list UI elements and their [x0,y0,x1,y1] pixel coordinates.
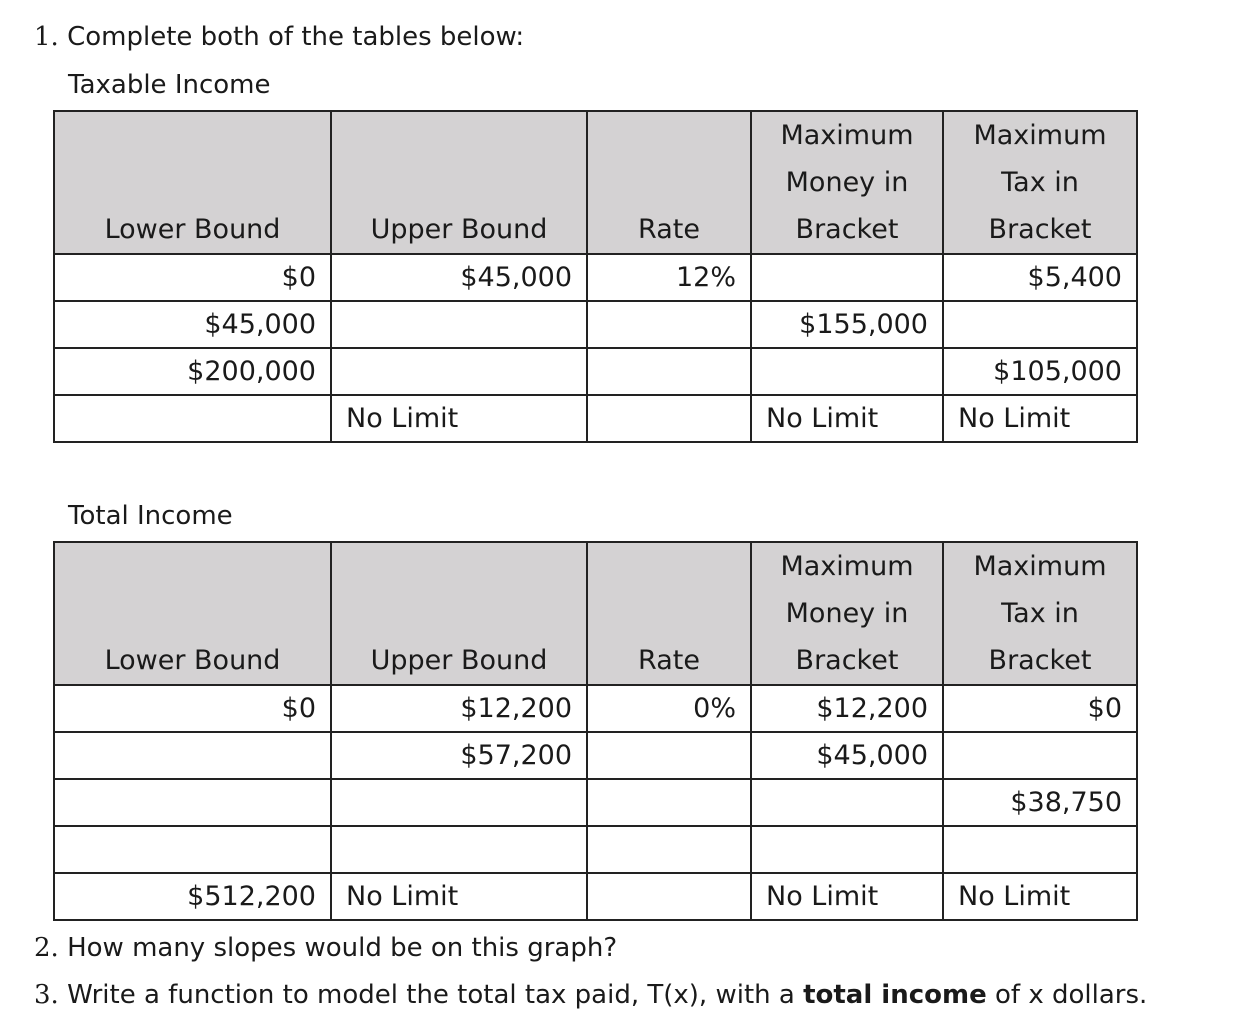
cell-lower-bound[interactable] [54,779,331,826]
cell-rate[interactable] [587,395,751,442]
header-max-money [751,111,943,254]
cell-upper-bound: $57,200 [331,732,587,779]
header-line: Bracket [795,214,899,245]
header-upper-bound [331,111,587,254]
cell-rate[interactable] [587,873,751,920]
cell-lower-bound: $200,000 [54,348,331,395]
header-line: Maximum [973,551,1107,582]
table1-title: Taxable Income [68,70,271,100]
cell-lower-bound[interactable] [54,732,331,779]
question-3-text: Write a function to model the total tax paid, T(x), with a [67,980,795,1010]
header-line: Money in [785,167,909,198]
cell-max-tax: $5,400 [943,254,1137,301]
header-line: Bracket [988,214,1092,245]
question-3-number: 3. [34,980,59,1010]
header-line: Lower Bound [104,645,281,676]
question-3 [34,980,1147,1010]
header-line: Upper Bound [370,214,548,245]
cell-max-money[interactable] [751,348,943,395]
cell-max-tax: No Limit [943,873,1137,920]
table-row [54,254,1137,301]
cell-max-tax[interactable] [943,301,1137,348]
cell-upper-bound: No Limit [331,395,587,442]
header-line: Tax in [1001,598,1079,629]
cell-max-tax: $38,750 [943,779,1137,826]
cell-upper-bound[interactable] [331,348,587,395]
cell-upper-bound: $12,200 [331,685,587,732]
cell-lower-bound: $0 [54,254,331,301]
question-2-number: 2. [34,933,59,963]
header-line: Maximum [780,120,914,151]
cell-lower-bound: $0 [54,685,331,732]
cell-lower-bound[interactable] [54,395,331,442]
cell-max-money[interactable] [751,254,943,301]
header-max-money [751,542,943,685]
cell-rate[interactable] [587,348,751,395]
cell-max-money: $45,000 [751,732,943,779]
header-line: Rate [638,214,700,245]
cell-upper-bound: No Limit [331,873,587,920]
cell-rate[interactable] [587,826,751,873]
header-line: Upper Bound [370,645,548,676]
cell-rate[interactable] [587,732,751,779]
total-income-table [53,541,1138,921]
question-2 [34,933,617,963]
cell-upper-bound[interactable] [331,826,587,873]
header-lower-bound [54,111,331,254]
header-line: Maximum [973,120,1107,151]
question-1-text: Complete both of the tables below: [67,22,525,52]
header-row [54,542,1137,685]
cell-max-money: $12,200 [751,685,943,732]
cell-max-tax: $0 [943,685,1137,732]
cell-upper-bound: $45,000 [331,254,587,301]
header-line: Lower Bound [104,214,281,245]
header-max-tax [943,111,1137,254]
cell-lower-bound[interactable] [54,826,331,873]
header-upper-bound [331,542,587,685]
table-row [54,301,1137,348]
cell-max-tax: $105,000 [943,348,1137,395]
taxable-income-table [53,110,1138,443]
header-rate [587,111,751,254]
header-rate [587,542,751,685]
header-max-tax [943,542,1137,685]
table-row [54,873,1137,920]
table-row [54,826,1137,873]
header-line: Rate [638,645,700,676]
cell-max-money: No Limit [751,873,943,920]
table2-title: Total Income [68,501,233,531]
cell-max-tax[interactable] [943,826,1137,873]
header-lower-bound [54,542,331,685]
header-line: Tax in [1001,167,1079,198]
table-row [54,732,1137,779]
header-line: Maximum [780,551,914,582]
cell-upper-bound[interactable] [331,779,587,826]
cell-max-money[interactable] [751,779,943,826]
question-3-bold: total income [803,980,987,1010]
table-row [54,779,1137,826]
cell-rate: 12% [587,254,751,301]
cell-upper-bound[interactable] [331,301,587,348]
cell-rate[interactable] [587,779,751,826]
table-row [54,348,1137,395]
cell-rate[interactable] [587,301,751,348]
question-2-text: How many slopes would be on this graph? [67,933,618,963]
header-line: Bracket [795,645,899,676]
cell-lower-bound: $512,200 [54,873,331,920]
table-row [54,395,1137,442]
question-1-number: 1. [34,22,59,52]
cell-max-money: $155,000 [751,301,943,348]
question-3-text-end: of x dollars. [995,980,1148,1010]
cell-max-tax: No Limit [943,395,1137,442]
header-line: Bracket [988,645,1092,676]
header-line: Money in [785,598,909,629]
table-row [54,685,1137,732]
cell-max-money: No Limit [751,395,943,442]
cell-rate: 0% [587,685,751,732]
question-1 [34,22,524,52]
header-row [54,111,1137,254]
cell-max-money[interactable] [751,826,943,873]
cell-max-tax[interactable] [943,732,1137,779]
cell-lower-bound: $45,000 [54,301,331,348]
